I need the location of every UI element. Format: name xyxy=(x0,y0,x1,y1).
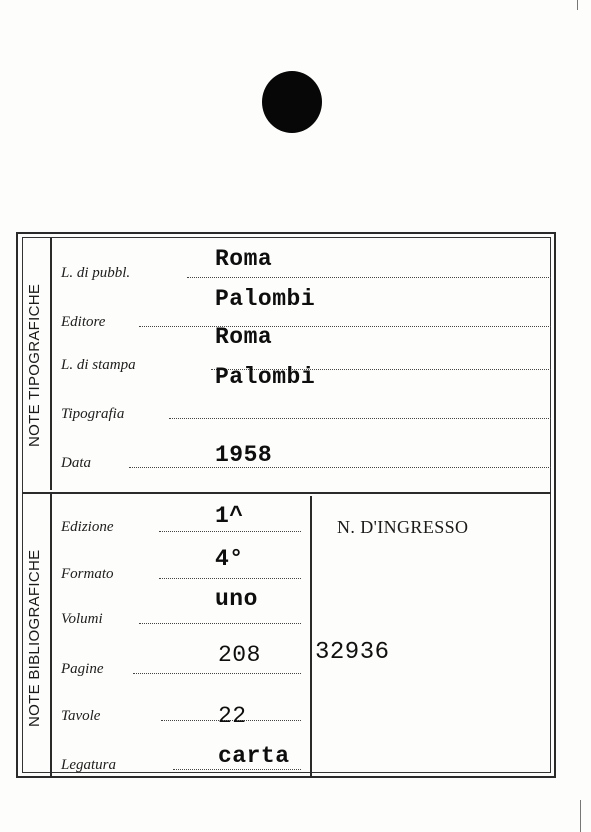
value-data: 1958 xyxy=(215,442,273,468)
ingresso-divider xyxy=(310,496,312,778)
value-volumi: uno xyxy=(215,586,258,612)
value-editore: Palombi xyxy=(215,286,316,312)
field-label: Formato xyxy=(61,566,114,582)
card-inner-frame xyxy=(22,237,551,773)
section-label-typographic: NOTE TIPOGRAFICHE xyxy=(26,283,43,447)
ingresso-label: N. D'INGRESSO xyxy=(337,517,469,537)
dotted-leader xyxy=(129,467,551,468)
dotted-leader xyxy=(173,769,301,770)
section-label-bibliographic: NOTE BIBLIOGRAFICHE xyxy=(26,549,43,727)
typographic-side-rule xyxy=(50,238,52,490)
dotted-leader xyxy=(169,418,551,419)
field-formato xyxy=(61,545,301,585)
dotted-leader xyxy=(159,531,301,532)
value-luogo-pubblicazione: Roma xyxy=(215,246,273,272)
section-divider xyxy=(22,492,551,494)
field-label: L. di pubbl. xyxy=(61,265,131,281)
field-edizione xyxy=(61,498,301,538)
dotted-leader xyxy=(159,578,301,579)
field-luogo-pubblicazione xyxy=(61,244,551,284)
bibliographic-side-rule xyxy=(50,494,52,778)
value-formato: 4° xyxy=(215,546,244,572)
field-pagine xyxy=(61,640,301,680)
value-tipografia: Palombi xyxy=(215,364,316,390)
value-edizione: 1^ xyxy=(215,503,244,529)
edge-mark xyxy=(577,0,578,10)
dotted-leader xyxy=(139,326,551,327)
field-label: Data xyxy=(61,455,91,471)
field-tipografia xyxy=(61,385,551,425)
field-label: Editore xyxy=(61,314,106,330)
value-tavole: 22 xyxy=(218,703,247,729)
field-label: Tipografia xyxy=(61,406,125,422)
field-label: Tavole xyxy=(61,708,101,724)
catalog-card xyxy=(16,232,556,778)
field-volumi xyxy=(61,590,301,630)
field-label: L. di stampa xyxy=(61,357,136,373)
punch-hole xyxy=(262,71,322,133)
value-legatura: carta xyxy=(218,743,290,769)
field-label: Volumi xyxy=(61,611,103,627)
dotted-leader xyxy=(133,673,301,674)
edge-mark xyxy=(580,800,581,832)
value-luogo-stampa: Roma xyxy=(215,324,273,350)
field-data xyxy=(61,434,551,474)
dotted-leader xyxy=(139,623,301,624)
field-label: Edizione xyxy=(61,519,114,535)
value-pagine: 208 xyxy=(218,642,261,668)
field-label: Pagine xyxy=(61,661,104,677)
field-tavole xyxy=(61,687,301,727)
field-label: Legatura xyxy=(61,757,117,773)
dotted-leader xyxy=(187,277,551,278)
ingresso-number: 32936 xyxy=(315,639,390,666)
